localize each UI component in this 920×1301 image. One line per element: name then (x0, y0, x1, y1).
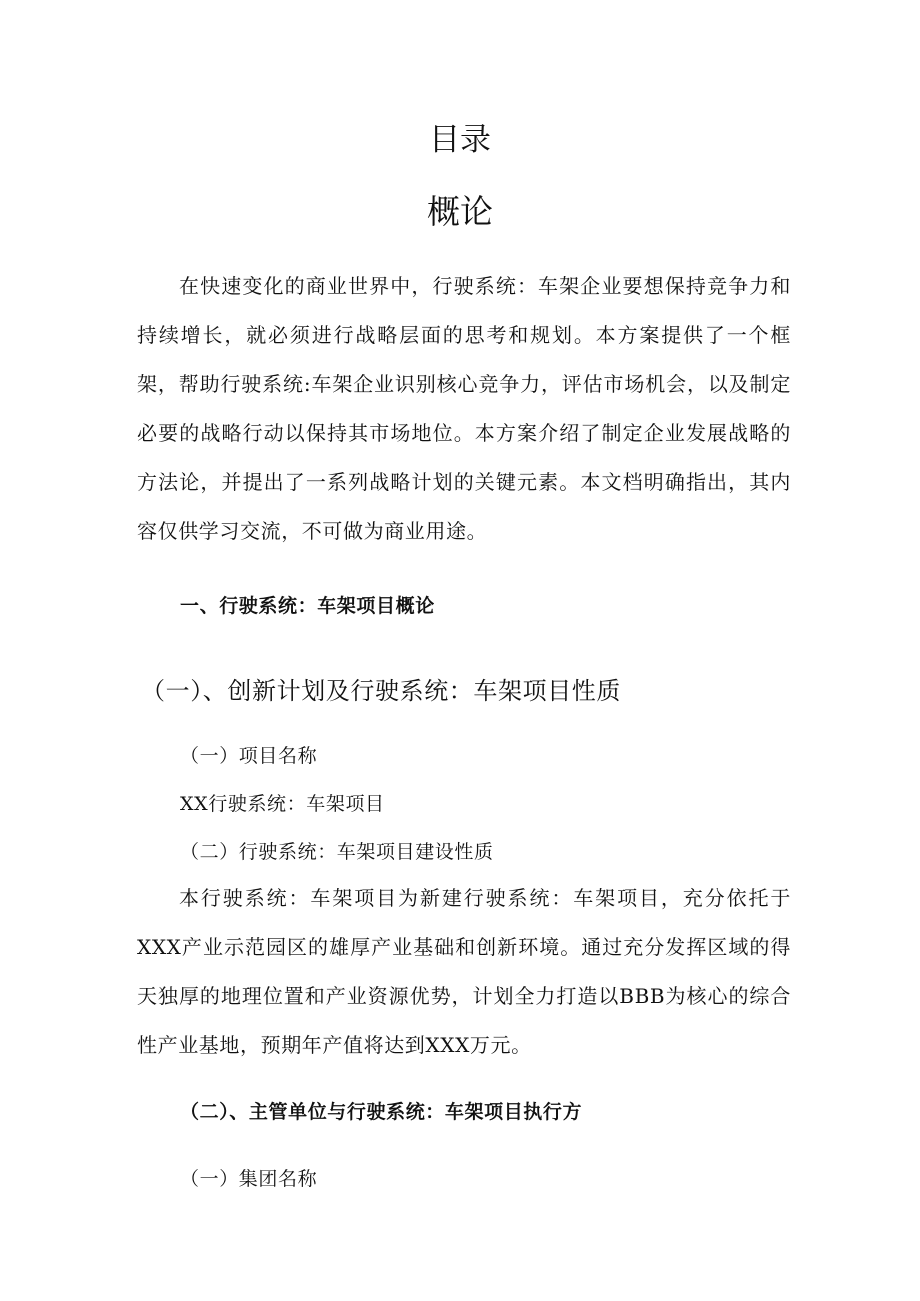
main-title: 概论 (427, 192, 493, 231)
item-group-name-label: （一）集团名称 (180, 1168, 318, 1190)
item-construction-nature-label: （二）行驶系统：车架项目建设性质 (180, 841, 494, 863)
toc-title: 目录 (429, 122, 491, 158)
subsection-heading-executing-party: （二）、主管单位与行驶系统：车架项目执行方 (180, 1101, 583, 1123)
subsection-heading-innovation-plan: （一）、创新计划及行驶系统：车架项目性质 (141, 677, 621, 705)
section-heading-project-overview: 一、行驶系统：车架项目概论 (180, 595, 435, 617)
item-project-name-value: XX行驶系统：车架项目 (180, 793, 385, 815)
project-description-paragraph: 本行驶系统：车架项目为新建行驶系统：车架项目，充分依托于XXX产业示范园区的雄厚产业基础和创新环境。通过充分发挥区域的得天独厚的地理位置和产业资源优势，计划全力打造以BBB为核心的综合性产业基地，预期年产值将达到XXX万元。 (137, 886, 791, 1057)
item-project-name-label: （一）项目名称 (180, 745, 318, 767)
intro-paragraph: 在快速变化的商业世界中，行驶系统：车架企业要想保持竞争力和持续增长，就必须进行战略层面的思考和规划。本方案提供了一个框架，帮助行驶系统:车架企业识别核心竞争力，评估市场机会，以及制定必要的战略行动以保持其市场地位。本方案介绍了制定企业发展战略的方法论，并提出了一系列战略计划的关键元素。本文档明确指出，其内容仅供学习交流，不可做为商业用途。 (137, 274, 791, 543)
